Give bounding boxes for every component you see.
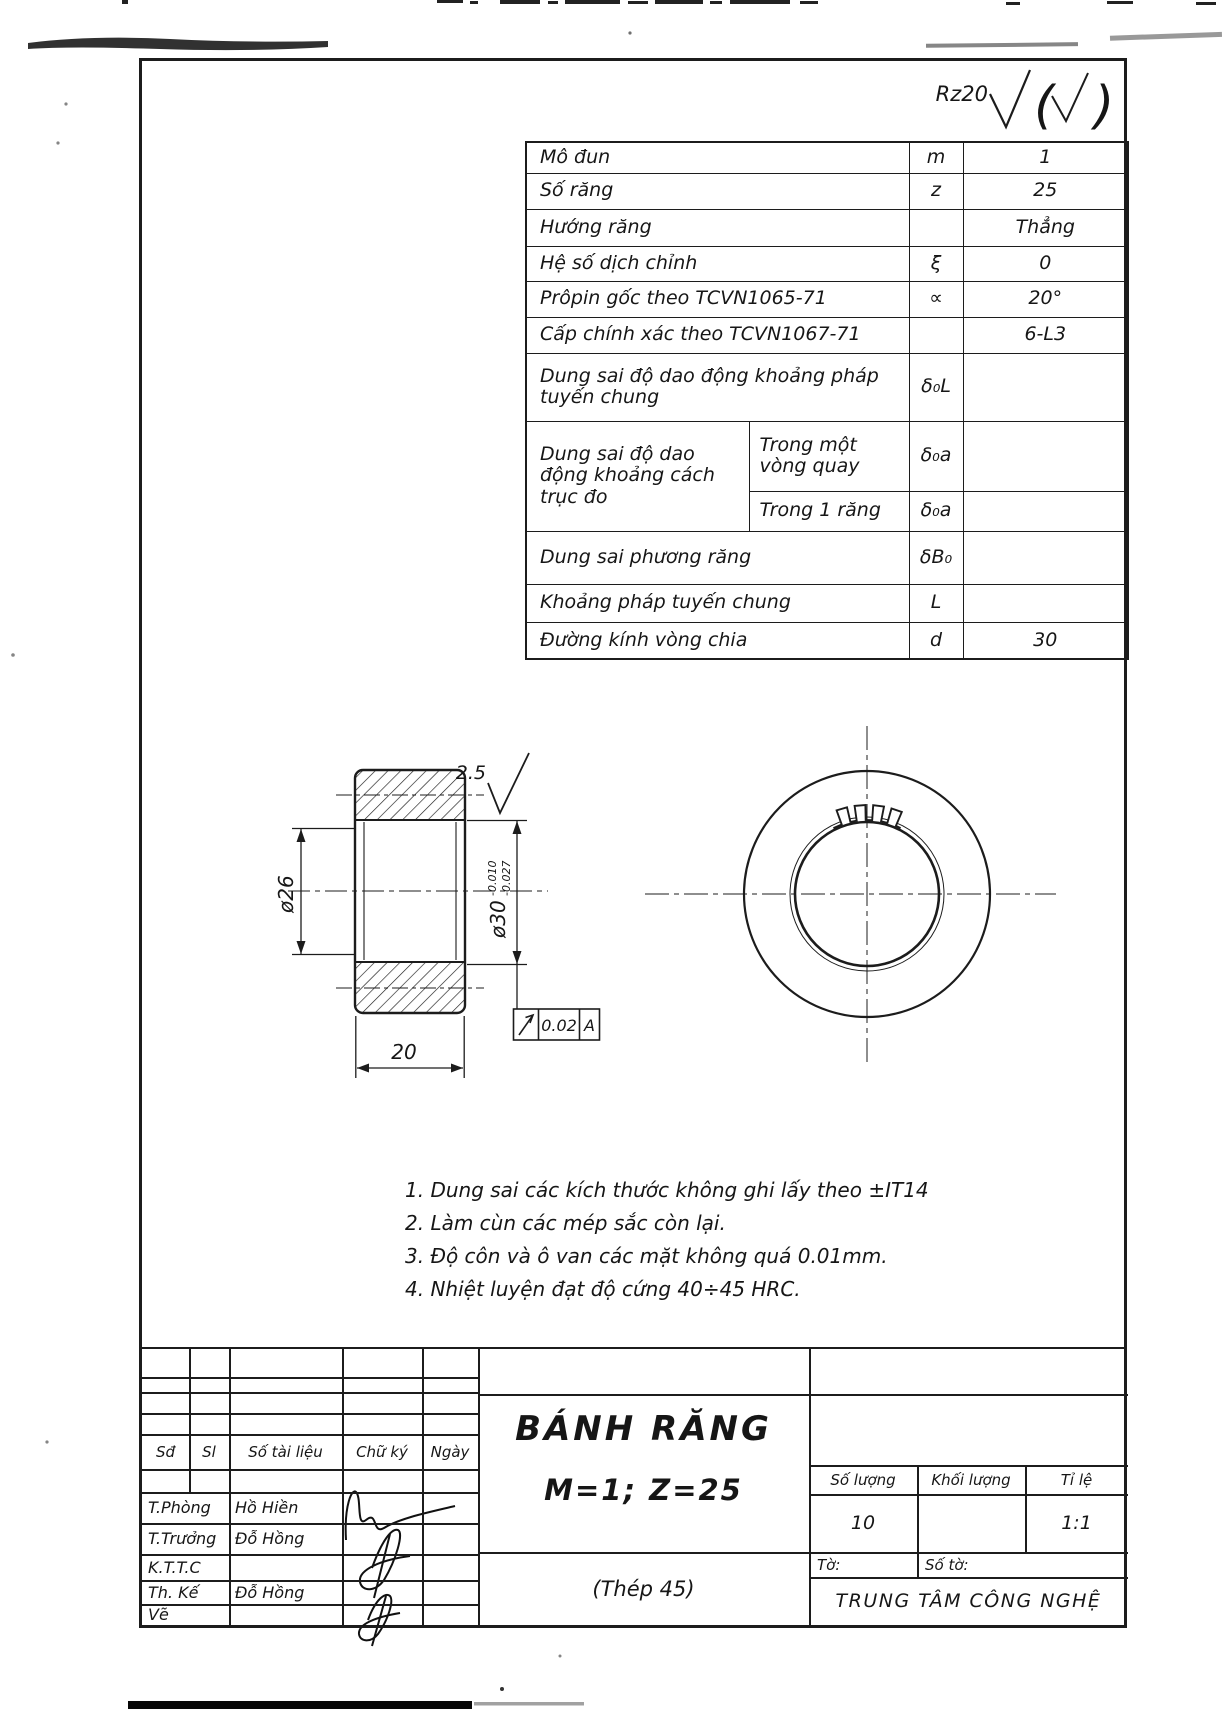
role-ve: Vẽ xyxy=(148,1604,169,1624)
param-value: 20° xyxy=(963,281,1128,317)
param-symbol: z xyxy=(909,173,963,209)
param-symbol xyxy=(909,209,963,246)
param-value xyxy=(963,584,1128,622)
surface-finish-check2-icon xyxy=(1052,73,1088,121)
table-row xyxy=(526,317,1128,353)
param-name: Số răng xyxy=(526,173,909,209)
qty-label: Số lượng xyxy=(830,1470,896,1489)
scan-artifacts-bottom xyxy=(128,1655,584,1710)
col-sign: Chữ ký xyxy=(356,1442,408,1461)
param-name: Prôpin gốc theo TCVN1065-71 xyxy=(526,281,909,317)
param-value: 1 xyxy=(963,142,1128,173)
param-name: Dung sai độ dao động khoảng cách trục đo xyxy=(526,421,749,531)
table-row xyxy=(526,142,1128,173)
sheets-label: Số tờ: xyxy=(925,1555,969,1574)
param-name: Mô đun xyxy=(526,142,909,173)
note-3: 3. Độ côn và ô van các mặt không quá 0.01mm. xyxy=(405,1244,888,1268)
param-symbol: δB₀ xyxy=(909,531,963,584)
param-value xyxy=(963,491,1128,531)
dim-od-tol-upper: -0.010 xyxy=(486,860,499,896)
role-ttruong: T.Trưởng xyxy=(148,1529,217,1548)
note-4: 4. Nhiệt luyện đạt độ cứng 40÷45 HRC. xyxy=(405,1277,801,1301)
qty-value: 10 xyxy=(850,1512,876,1534)
param-symbol: m xyxy=(909,142,963,173)
role-kttc: K.T.T.C xyxy=(148,1557,201,1577)
paren-open: ( xyxy=(1034,76,1055,136)
param-symbol: d xyxy=(909,622,963,659)
param-symbol: δ₀a xyxy=(909,491,963,531)
surface-finish-check-icon xyxy=(990,70,1030,127)
runout-value: 0.02 xyxy=(541,1016,577,1035)
runout-frame xyxy=(514,1009,600,1040)
col-sd: Sđ xyxy=(155,1442,176,1461)
front-view xyxy=(645,726,1056,1066)
table-row xyxy=(526,173,1128,209)
dim-width-label: 20 xyxy=(391,1040,417,1064)
technical-notes xyxy=(405,1178,929,1301)
part-material: (Thép 45) xyxy=(592,1576,695,1601)
param-value: 25 xyxy=(963,173,1128,209)
title-block xyxy=(140,1347,1126,1628)
param-name: Dung sai độ dao động khoảng pháp tuyến chung xyxy=(526,353,909,421)
scale-value: 1:1 xyxy=(1061,1512,1092,1534)
table-row xyxy=(526,622,1128,659)
param-value xyxy=(963,353,1128,421)
param-subname: Trong một vòng quay xyxy=(749,421,909,491)
chamfer-callout xyxy=(456,753,529,813)
param-symbol: δ₀a xyxy=(909,421,963,491)
table-row xyxy=(526,584,1128,622)
param-value: 6-L3 xyxy=(963,317,1128,353)
sheet-label: Tờ: xyxy=(817,1555,841,1574)
param-symbol xyxy=(909,317,963,353)
name-ttruong: Đỗ Hồng xyxy=(235,1529,305,1548)
param-value: 30 xyxy=(963,622,1128,659)
table-row xyxy=(526,531,1128,584)
param-symbol: L xyxy=(909,584,963,622)
runout-datum: A xyxy=(584,1016,595,1035)
scale-label: Tỉ lệ xyxy=(1060,1470,1093,1489)
name-tphong: Hồ Hiền xyxy=(235,1498,299,1517)
param-name: Đường kính vòng chia xyxy=(526,622,909,659)
col-date: Ngày xyxy=(430,1442,470,1461)
param-name: Cấp chính xác theo TCVN1067-71 xyxy=(526,317,909,353)
param-value: Thẳng xyxy=(963,209,1128,246)
param-value: 0 xyxy=(963,246,1128,281)
organization: TRUNG TÂM CÔNG NGHỆ xyxy=(835,1590,1102,1612)
chamfer-label: 2.5 xyxy=(455,762,486,784)
param-name: Hướng răng xyxy=(526,209,909,246)
name-thke: Đỗ Hồng xyxy=(235,1582,305,1602)
param-subname: Trong 1 răng xyxy=(749,491,909,531)
col-doc: Số tài liệu xyxy=(248,1442,323,1461)
param-name: Khoảng pháp tuyến chung xyxy=(526,584,909,622)
table-row xyxy=(526,246,1128,281)
mass-label: Khối lượng xyxy=(931,1470,1011,1489)
part-spec: M=1; Z=25 xyxy=(544,1473,743,1507)
section-view xyxy=(274,753,600,1078)
param-name: Dung sai phương răng xyxy=(526,531,909,584)
dim-od-tol-lower: -0.027 xyxy=(500,860,513,896)
role-tphong: T.Phòng xyxy=(148,1498,211,1517)
param-name: Hệ số dịch chỉnh xyxy=(526,246,909,281)
mass-value xyxy=(917,1494,1025,1552)
note-1: 1. Dung sai các kích thước không ghi lấy theo ±IT14 xyxy=(405,1178,929,1202)
note-2: 2. Làm cùn các mép sắc còn lại. xyxy=(405,1211,726,1235)
surface-finish-label: Rz20 xyxy=(935,82,988,106)
param-symbol: ∝ xyxy=(909,281,963,317)
table-row xyxy=(526,281,1128,317)
surface-finish-note xyxy=(936,70,1115,136)
part-title: BÁNH RĂNG xyxy=(515,1409,772,1449)
paren-close: ) xyxy=(1094,76,1115,136)
role-thke: Th. Kế xyxy=(148,1582,199,1602)
param-value xyxy=(963,531,1128,584)
dim-bore-label: ø26 xyxy=(274,875,298,913)
gear-parameter-table xyxy=(525,141,1129,660)
param-symbol: δ₀L xyxy=(909,353,963,421)
dim-od-label: ø30 xyxy=(486,900,510,938)
param-symbol: ξ xyxy=(909,246,963,281)
param-value xyxy=(963,421,1128,491)
table-row xyxy=(526,209,1128,246)
chamfer-icon xyxy=(488,753,529,813)
table-row xyxy=(526,353,1128,421)
table-row xyxy=(526,421,1128,491)
col-sl: Sl xyxy=(202,1442,216,1461)
